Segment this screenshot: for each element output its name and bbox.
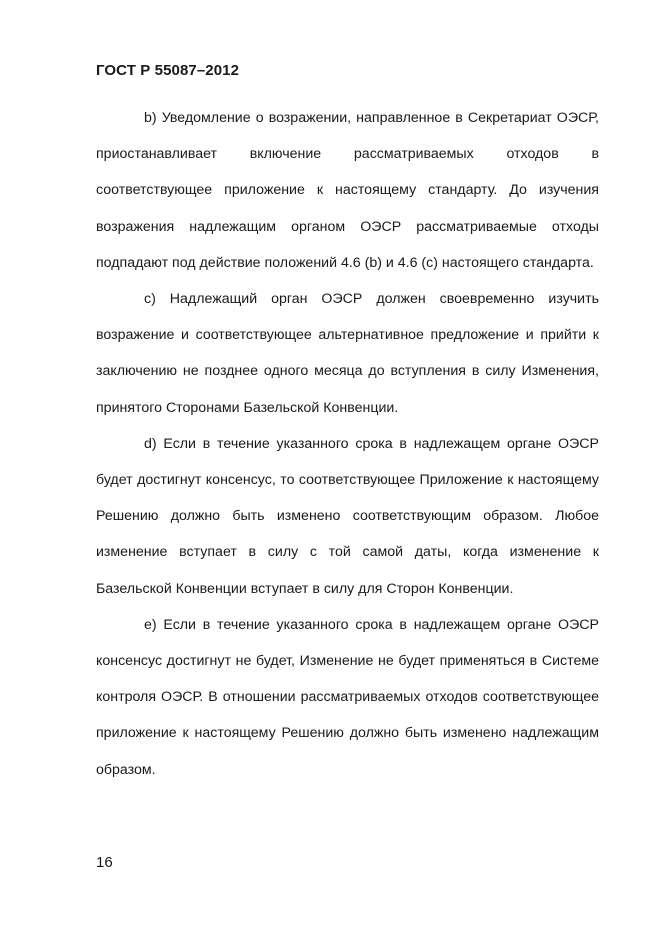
document-body [96, 100, 599, 788]
paragraph-d: d) Если в течение указанного срока в надлежащем органе ОЭСР будет достигнут консенсус, то соответствующее Приложение к настоящему Решению должно быть изменено соответствующим образом. Любое изменение вступает в силу с той самой даты, когда изменение к Базельской Конвенции вступает в силу для Сторон Конвенции. [96, 435, 599, 597]
page-number: 16 [96, 854, 113, 871]
paragraph-e: e) Если в течение указанного срока в надлежащем органе ОЭСР консенсус достигнут не будет, Изменение не будет применяться в Системе контроля ОЭСР. В отношении рассматриваемых отходов соответствующее приложение к настоящему Решению должно быть изменено надлежащим образом. [96, 616, 599, 778]
paragraph-b: b) Уведомление о возражении, направленное в Секретариат ОЭСР, приостанавливает включение рассматриваемых отходов в соответствующее приложение к настоящему стандарту. До изучения возражения надлежащим органом ОЭСР рассматриваемые отходы подпадают под действие положений 4.6 (b) и 4.6 (c) настоящего стандарта. [96, 110, 599, 271]
document-header: ГОСТ Р 55087–2012 [96, 62, 240, 79]
paragraph-c: c) Надлежащий орган ОЭСР должен своевременно изучить возражение и соответствующее альтернативное предложение и прийти к заключению не позднее одного месяца до вступления в силу Изменения, принятого Сторонами Базельской Конвенции. [96, 291, 599, 416]
